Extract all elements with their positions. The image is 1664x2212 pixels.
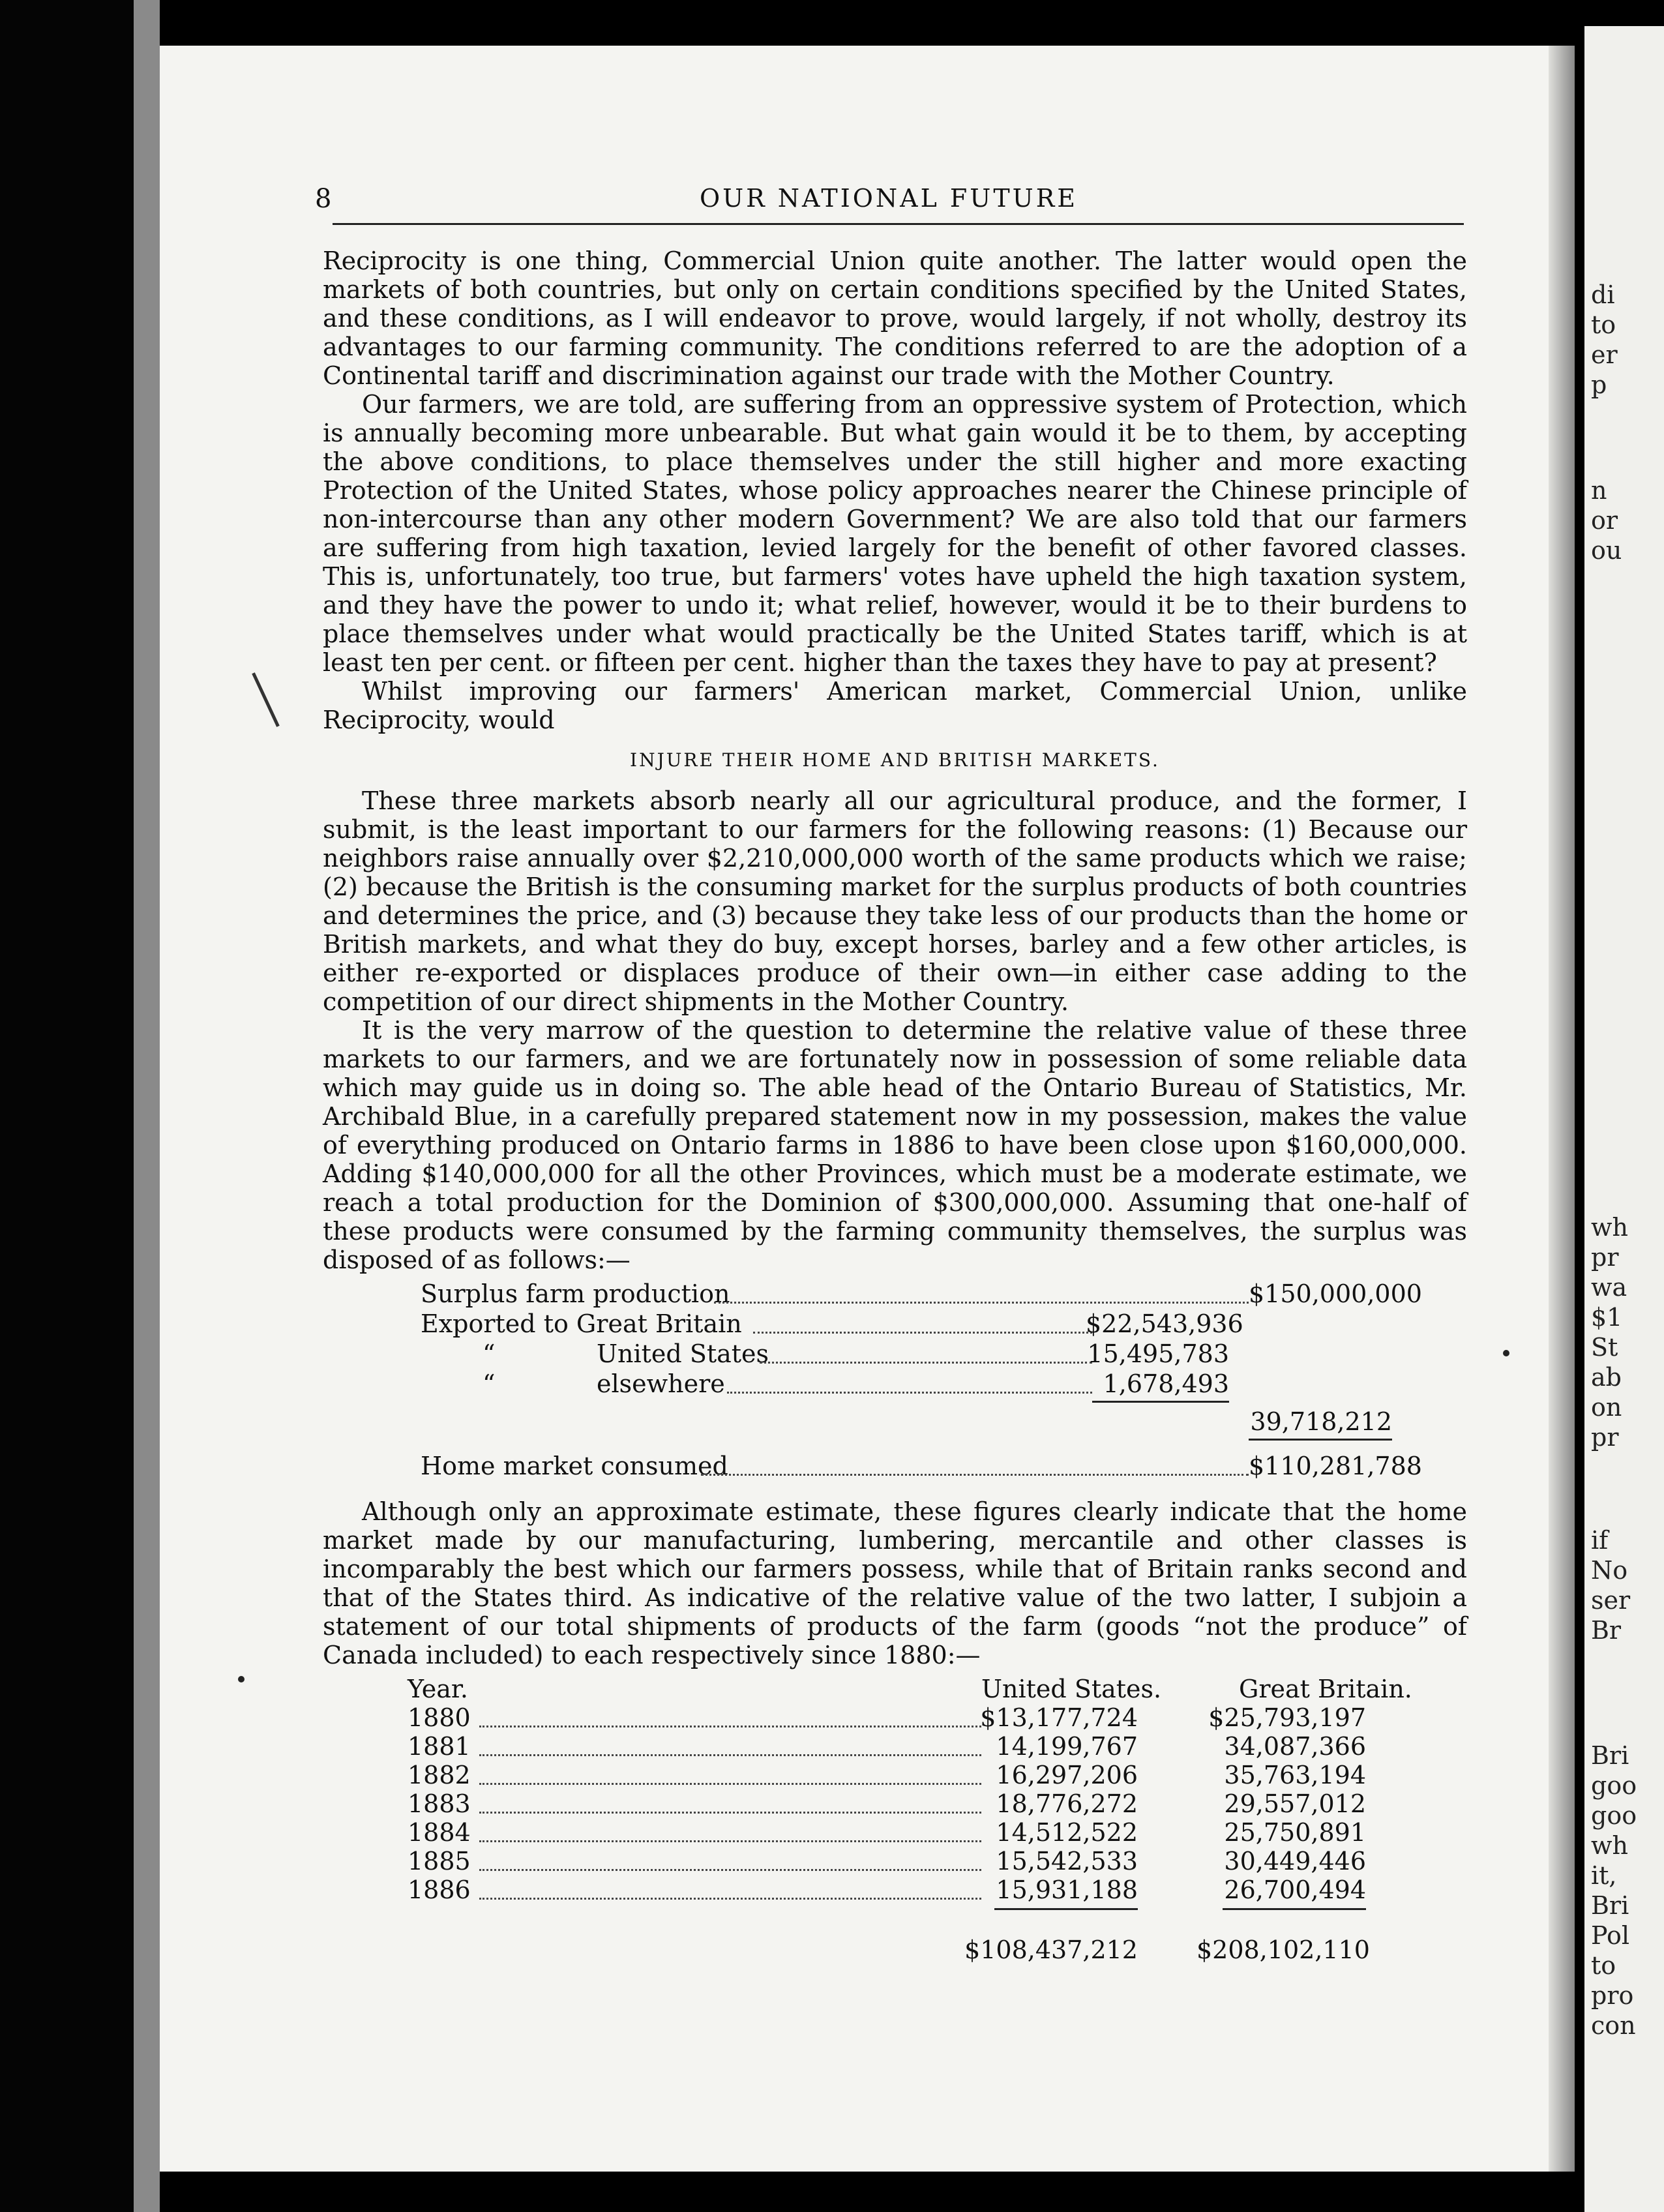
gb-value-cell: 29,557,012 xyxy=(1224,1789,1366,1818)
leader-dots xyxy=(701,1474,1249,1476)
ledger-row xyxy=(323,1279,1467,1308)
ledger-value: 1,678,493 xyxy=(1103,1369,1229,1398)
ink-speck xyxy=(238,1676,245,1682)
facing-fragment: wh xyxy=(1591,1213,1628,1242)
scan-gutter xyxy=(0,0,134,2212)
year-cell: 1886 xyxy=(408,1876,471,1904)
facing-fragment: St xyxy=(1591,1333,1618,1362)
surplus-ledger xyxy=(323,1279,1467,1482)
gb-value-cell: $25,793,197 xyxy=(1208,1703,1366,1732)
running-title: OUR NATIONAL FUTURE xyxy=(699,184,1078,213)
us-value-cell: $13,177,724 xyxy=(980,1703,1138,1732)
facing-fragment: di xyxy=(1591,280,1615,309)
column-header: United States. xyxy=(981,1675,1162,1703)
leader-dots xyxy=(479,1840,981,1842)
gb-value-cell: 30,449,446 xyxy=(1224,1847,1366,1876)
gb-value-cell: 25,750,891 xyxy=(1224,1818,1366,1847)
facing-fragment: goo xyxy=(1591,1801,1637,1830)
ledger-row xyxy=(323,1369,1467,1398)
page-body xyxy=(323,247,1467,1975)
sum-rule xyxy=(1092,1401,1229,1403)
ledger-value: $22,543,936 xyxy=(1086,1309,1243,1338)
facing-fragment: Bri xyxy=(1591,1891,1629,1920)
facing-fragment: ser xyxy=(1591,1586,1631,1615)
facing-fragment: pr xyxy=(1591,1243,1619,1272)
leader-dots xyxy=(479,1869,981,1871)
paragraph: Reciprocity is one thing, Commercial Union quite another. The latter would open the markets of both countries, but only on certain conditions specified by the United States, and these conditions, as I will endeavor to prove, would largely, if not wholly, destroy its advantages to our farming community. The conditions referred to are the adoption of a Continental tariff and discrimination against our trade with the Mother Country. xyxy=(323,247,1467,390)
leader-dots xyxy=(479,1812,981,1814)
ledger-value: 39,718,212 xyxy=(1250,1407,1392,1436)
leader-dots xyxy=(714,1302,1249,1304)
page-binding-shadow xyxy=(1549,46,1575,2172)
facing-fragment: ou xyxy=(1591,536,1622,565)
ledger-row xyxy=(323,1309,1467,1338)
year-cell: 1884 xyxy=(408,1818,471,1847)
sum-rule xyxy=(994,1908,1138,1910)
ditto-mark: “ xyxy=(483,1369,496,1398)
page-edge xyxy=(134,0,160,2212)
ledger-value: 15,495,783 xyxy=(1087,1339,1229,1368)
us-value-cell: 14,199,767 xyxy=(996,1732,1138,1761)
gb-value-cell: 26,700,494 xyxy=(1224,1876,1366,1904)
facing-fragment: No xyxy=(1591,1556,1628,1585)
totals-row xyxy=(323,1936,1467,1975)
sum-rule xyxy=(1223,1908,1366,1910)
paragraph: It is the very marrow of the question to determine the relative value of these three markets to our farmers, and we are fortunately now in possession of some reliable data which may guide us in doing so. The able head of the Ontario Bureau of Statistics, Mr. Archibald Blue, in a carefully prepared statement now in my possession, makes the value of everything produced on Ontario farms in 1886 to have been close upon $160,000,000. Adding $140,000,000 for all the other Provinces, which must be a moderate estimate, we reach a total production for the Dominion of $300,000,000. Assuming that one-half of these products were consumed by the farming community themselves, the surplus was disposed of as follows:— xyxy=(323,1016,1467,1274)
us-value-cell: 15,931,188 xyxy=(996,1876,1138,1904)
ledger-label: Home market consumed xyxy=(421,1452,728,1480)
ledger-label: United States xyxy=(597,1339,769,1368)
facing-fragment: to xyxy=(1591,310,1616,339)
us-value-cell: 15,542,533 xyxy=(996,1847,1138,1876)
gb-value-cell: 35,763,194 xyxy=(1224,1761,1366,1789)
leader-dots xyxy=(479,1726,981,1727)
ledger-value: $150,000,000 xyxy=(1249,1279,1422,1308)
ledger-label: Exported to Great Britain xyxy=(421,1309,742,1338)
leader-dots xyxy=(479,1754,981,1756)
ditto-mark: “ xyxy=(483,1339,496,1368)
facing-fragment: Bri xyxy=(1591,1741,1629,1770)
facing-fragment: Br xyxy=(1591,1616,1622,1645)
page-number: 8 xyxy=(315,184,332,214)
facing-fragment: $1 xyxy=(1591,1303,1623,1332)
us-total: $108,437,212 xyxy=(964,1936,1138,1964)
facing-fragment: if xyxy=(1591,1526,1609,1555)
ink-speck xyxy=(1503,1350,1509,1356)
facing-fragment: wh xyxy=(1591,1831,1628,1860)
ledger-value: $110,281,788 xyxy=(1249,1452,1422,1480)
facing-fragment: it, xyxy=(1591,1861,1617,1890)
year-cell: 1883 xyxy=(408,1789,471,1818)
year-cell: 1885 xyxy=(408,1847,471,1876)
column-header: Year. xyxy=(408,1675,468,1703)
gb-value-cell: 34,087,366 xyxy=(1224,1732,1366,1761)
us-value-cell: 16,297,206 xyxy=(996,1761,1138,1789)
year-cell: 1882 xyxy=(408,1761,471,1789)
shipments-table xyxy=(323,1675,1467,1936)
column-header: Great Britain. xyxy=(1239,1675,1412,1703)
facing-fragment: p xyxy=(1591,370,1607,399)
facing-fragment: wa xyxy=(1591,1273,1627,1302)
leader-dots xyxy=(753,1332,1092,1334)
ledger-row xyxy=(323,1339,1467,1368)
facing-fragment: on xyxy=(1591,1393,1622,1422)
paragraph: Whilst improving our farmers' American market, Commercial Union, unlike Reciprocity, would xyxy=(323,677,1467,734)
facing-fragment: ab xyxy=(1591,1363,1622,1392)
page-header xyxy=(315,184,1463,223)
ledger-row xyxy=(323,1407,1467,1436)
facing-fragment: goo xyxy=(1591,1771,1637,1800)
leader-dots xyxy=(760,1362,1092,1364)
leader-dots xyxy=(727,1392,1092,1394)
facing-fragment: n xyxy=(1591,476,1607,505)
facing-fragment: or xyxy=(1591,506,1618,535)
leader-dots xyxy=(479,1898,981,1900)
facing-fragment: Pol xyxy=(1591,1921,1630,1950)
ledger-label: elsewhere xyxy=(597,1369,725,1398)
section-subheading: INJURE THEIR HOME AND BRITISH MARKETS. xyxy=(630,749,1160,771)
ledger-label: Surplus farm production xyxy=(421,1279,730,1308)
gb-total: $208,102,110 xyxy=(1196,1936,1370,1964)
leader-dots xyxy=(479,1783,981,1785)
us-value-cell: 14,512,522 xyxy=(996,1818,1138,1847)
facing-fragment: pro xyxy=(1591,1981,1634,2010)
paragraph: Our farmers, we are told, are suffering from an oppressive system of Protection, which is annually becoming more unbearable. But what gain would it be to them, by accepting the above conditions, to place themselves under the still higher and more exacting Protection of the United States, whose policy approaches nearer the Chinese principle of non-intercourse than any other modern Government? We are also told that our farmers are suffering from high taxation, levied largely for the benefit of other favored classes. This is, unfortunately, too true, but farmers' votes have upheld the high taxation system, and they have the power to undo it; what relief, however, would it be to their burdens to place themselves under what would practically be the United States tariff, which is at least ten per cent. or fifteen per cent. higher than the taxes they have to pay at present? xyxy=(323,390,1467,677)
sum-rule xyxy=(1249,1439,1392,1441)
paragraph: Although only an approximate estimate, these figures clearly indicate that the home market made by our manufacturing, lumbering, mercantile and other classes is incomparably the best which our farmers possess, while that of Britain ranks second and that of the States third. As indicative of the relative value of the two latter, I subjoin a statement of our total shipments of products of the farm (goods “not the produce” of Canada included) to each respectively since 1880:— xyxy=(323,1497,1467,1669)
facing-fragment: to xyxy=(1591,1951,1616,1980)
header-rule xyxy=(333,223,1464,225)
facing-fragment: er xyxy=(1591,340,1618,369)
facing-fragment: con xyxy=(1591,2011,1636,2040)
year-cell: 1881 xyxy=(408,1732,471,1761)
us-value-cell: 18,776,272 xyxy=(996,1789,1138,1818)
year-cell: 1880 xyxy=(408,1703,471,1732)
facing-fragment: pr xyxy=(1591,1423,1619,1452)
facing-page-edge xyxy=(1584,26,1664,2212)
ledger-row xyxy=(323,1452,1467,1480)
paragraph: These three markets absorb nearly all our agricultural produce, and the former, I submit, is the least important to our farmers for the following reasons: (1) Because our neighbors raise annually over $2,210,000,000 worth of the same products which we raise; (2) because the British is the consuming market for the surplus products of both countries and determines the price, and (3) because they take less of our products than the home or British markets, and what they do buy, except horses, barley and a few other articles, is either re-exported or displaces produce of their own—in either case adding to the competition of our direct shipments in the Mother Country. xyxy=(323,786,1467,1016)
